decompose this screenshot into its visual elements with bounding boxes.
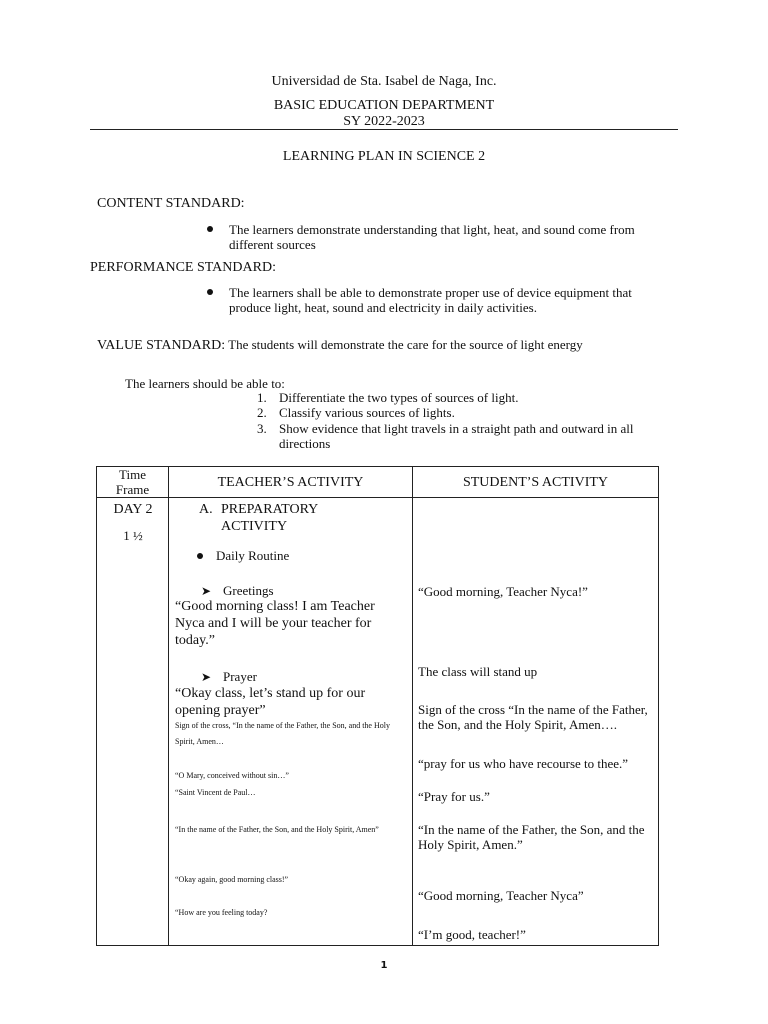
prayer-line: Sign of the cross, “In the name of the Father, the Son, and the Holy Spirit, Amen… bbox=[175, 721, 390, 746]
student-response: Sign of the cross “In the name of the Father, the Son, and the Holy Spirit, Amen…. bbox=[418, 702, 648, 732]
time-frame-cell bbox=[97, 498, 169, 946]
day-label: DAY 2 bbox=[113, 502, 153, 517]
activity-table bbox=[96, 466, 659, 946]
student-response: The class will stand up bbox=[418, 664, 538, 679]
greetings-label: Greetings bbox=[223, 583, 274, 598]
page-number: 1 bbox=[380, 960, 388, 971]
table-row bbox=[97, 498, 659, 946]
header-rule bbox=[90, 129, 678, 130]
objective-item: Differentiate the two types of sources of light. bbox=[279, 390, 519, 405]
department-name: BASIC EDUCATION DEPARTMENT bbox=[273, 98, 495, 113]
document-title: LEARNING PLAN IN SCIENCE 2 bbox=[282, 149, 486, 164]
value-standard-text: The students will demonstrate the care for the source of light energy bbox=[228, 337, 583, 352]
value-standard bbox=[97, 337, 667, 353]
prayer-line: “In the name of the Father, the Son, and the Holy Spirit, Amen” bbox=[175, 825, 379, 834]
daily-routine: Daily Routine bbox=[216, 548, 290, 563]
objective-number: 3. bbox=[257, 421, 267, 436]
objective-item: Show evidence that light travels in a straight path and outward in all directions bbox=[279, 421, 634, 451]
prayer-text: “Okay class, let’s stand up for our opening prayer” bbox=[175, 686, 366, 718]
prayer-label: Prayer bbox=[223, 669, 257, 684]
objective-number: 2. bbox=[257, 405, 267, 420]
school-year: SY 2022-2023 bbox=[343, 114, 425, 129]
bullet-icon bbox=[207, 226, 213, 232]
value-standard-label: VALUE STANDARD: bbox=[97, 338, 226, 353]
student-response: “pray for us who have recourse to thee.” bbox=[418, 756, 629, 771]
objective-number: 1. bbox=[257, 390, 267, 405]
header-time-frame: Time Frame bbox=[97, 467, 169, 498]
bullet-icon bbox=[207, 289, 213, 295]
student-response: “Good morning, Teacher Nyca!” bbox=[418, 584, 588, 599]
arrow-bullet-icon: ➤ bbox=[201, 670, 212, 684]
teacher-activity-cell bbox=[169, 498, 413, 946]
table-header-row bbox=[97, 467, 659, 498]
arrow-bullet-icon: ➤ bbox=[201, 584, 212, 598]
header-student-activity: STUDENT’S ACTIVITY bbox=[413, 467, 659, 498]
section-title: PREPARATORY ACTIVITY bbox=[221, 502, 318, 534]
performance-standard-text: The learners shall be able to demonstrate proper use of device equipment that produce light, heat, sound and electricity in daily activities. bbox=[229, 285, 632, 315]
objective-item: Classify various sources of lights. bbox=[279, 405, 455, 420]
school-name: Universidad de Sta. Isabel de Naga, Inc. bbox=[271, 74, 497, 89]
prayer-line: “Saint Vincent de Paul… bbox=[175, 788, 256, 797]
student-response: “Pray for us.” bbox=[418, 789, 490, 804]
objectives-intro: The learners should be able to: bbox=[125, 376, 285, 391]
bullet-icon bbox=[197, 553, 203, 559]
header-teacher-activity: TEACHER’S ACTIVITY bbox=[169, 467, 413, 498]
section-letter: A. bbox=[199, 502, 213, 517]
student-activity-cell bbox=[413, 498, 659, 946]
student-response: “In the name of the Father, the Son, and the Holy Spirit, Amen.” bbox=[418, 822, 645, 852]
greeting-line: “Okay again, good morning class!” bbox=[175, 875, 289, 884]
content-standard-text: The learners demonstrate understanding that light, heat, and sound come from different sources bbox=[229, 222, 635, 252]
greetings-text: “Good morning class! I am Teacher Nyca and I will be your teacher for today.” bbox=[175, 599, 375, 648]
student-response: “I’m good, teacher!” bbox=[418, 927, 526, 942]
prayer-line: “O Mary, conceived without sin…” bbox=[175, 771, 289, 780]
duration-label: 1 ½ bbox=[123, 528, 143, 543]
question-line: “How are you feeling today? bbox=[175, 908, 268, 917]
content-standard-label: CONTENT STANDARD: bbox=[97, 196, 245, 211]
performance-standard-label: PERFORMANCE STANDARD: bbox=[90, 260, 276, 275]
student-response: “Good morning, Teacher Nyca” bbox=[418, 888, 584, 903]
